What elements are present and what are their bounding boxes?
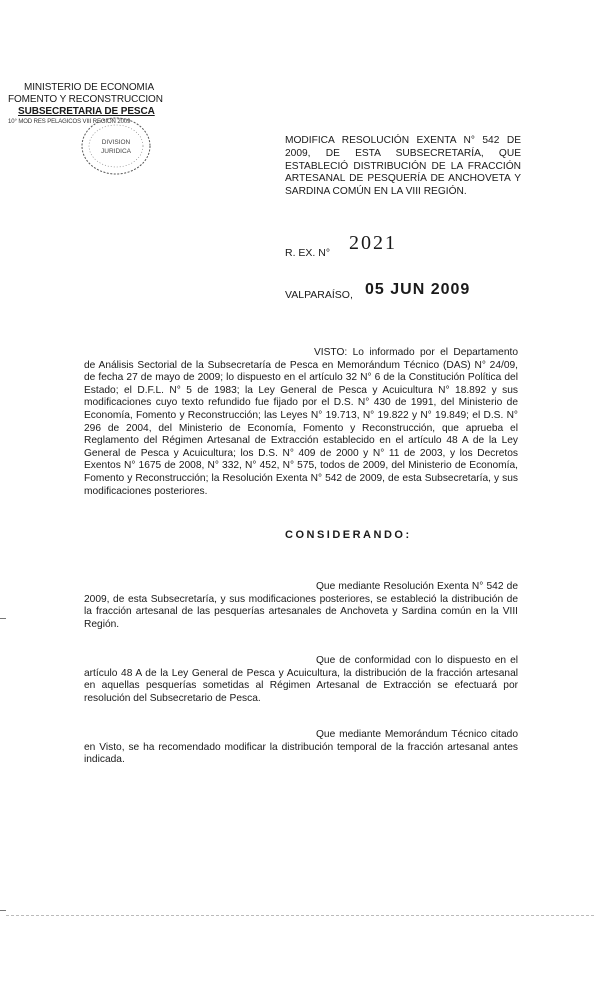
reference-code: 10° MOD RES PELAGICOS VIII REGION 2009	[8, 119, 131, 125]
svg-text:DIVISION: DIVISION	[101, 139, 131, 146]
ministry-name: MINISTERIO DE ECONOMIA	[24, 82, 155, 93]
division-juridica-stamp	[78, 114, 154, 178]
resolution-number: 2021	[349, 232, 397, 254]
considerando-paragraph-2: Que de conformidad con lo dispuesto en el artículo 48 A de la Ley General de Pesca y Acuicultura, la distribución de la fracción artesanal en aquellas pesquerías sometidas al Régimen Artesanal de Extracción se efectuará por resolución del Subsecretario de Pesca.	[84, 655, 518, 704]
resolution-number-label: R. EX. N°	[285, 247, 331, 259]
visto-paragraph: VISTO: Lo informado por el Departamento de Análisis Sectorial de la Subsecretaría de Pesca en Memorándum Técnico (DAS) N° 24/09, de fecha 27 de mayo de 2009; lo dispuesto en el artículo 32 N° 6 de la Constitución Política del Estado; el D.F.L. N° 5 de 1983; la Ley General de Pesca y Acuicultura N° 18.892 y sus modificaciones cuyo texto refundido fue fijado por el D.S. N° 430 de 1991, del Ministerio de Economía, Fomento y Reconstrucción; las Leyes N° 19.713, N° 19.822 y N° 19.849; el D.S. N° 296 de 2004, del Ministerio de Economía, Fomento y Reconstrucción, que aprueba el Reglamento del Régimen Artesanal de Extracción establecido en el artículo 48 A de la Ley General de Pesca y Acuicultura; los D.S. N° 409 de 2000 y N° 11 de 2003, y los Decretos Exentos N° 1675 de 2008, N° 332, N° 452, N° 575, todos de 2009, del Ministerio de Economía, Fomento y Reconstrucción; la Resolución Exenta N° 542 de 2009, de esta Subsecretaría, y sus modificaciones posteriores.	[84, 347, 518, 497]
resolution-date-stamp: 05 JUN 2009	[365, 281, 471, 298]
considerando-paragraph-1: Que mediante Resolución Exenta N° 542 de 2009, de esta Subsecretaría, y sus modificaciones posteriores, se estableció la distribución de la fracción artesanal de las pesquerías artesanales de Anchoveta y Sardina común en la VIII Región.	[84, 581, 518, 630]
svg-text:JURIDICA: JURIDICA	[101, 148, 131, 155]
scan-edge-mark	[0, 618, 6, 619]
scan-fold-line	[6, 915, 594, 916]
considerando-paragraph-3: Que mediante Memorándum Técnico citado en Visto, se ha recomendado modificar la distribución temporal de la fracción artesanal antes indicada.	[84, 729, 518, 766]
scan-edge-mark	[0, 910, 6, 911]
resolution-city: VALPARAÍSO,	[285, 289, 353, 301]
resolution-subject: MODIFICA RESOLUCIÓN EXENTA N° 542 DE 2009, DE ESTA SUBSECRETARÍA, QUE ESTABLECIÓ DISTRIBUCIÓN DE LA FRACCIÓN ARTESANAL DE PESQUERÍA DE ANCHOVETA Y SARDINA COMÚN EN LA VIII REGIÓN.	[285, 135, 521, 198]
subsecretaria-name: SUBSECRETARIA DE PESCA	[18, 106, 155, 117]
considerando-heading: CONSIDERANDO:	[285, 529, 412, 541]
ministry-name-line2: FOMENTO Y RECONSTRUCCION	[8, 94, 163, 105]
